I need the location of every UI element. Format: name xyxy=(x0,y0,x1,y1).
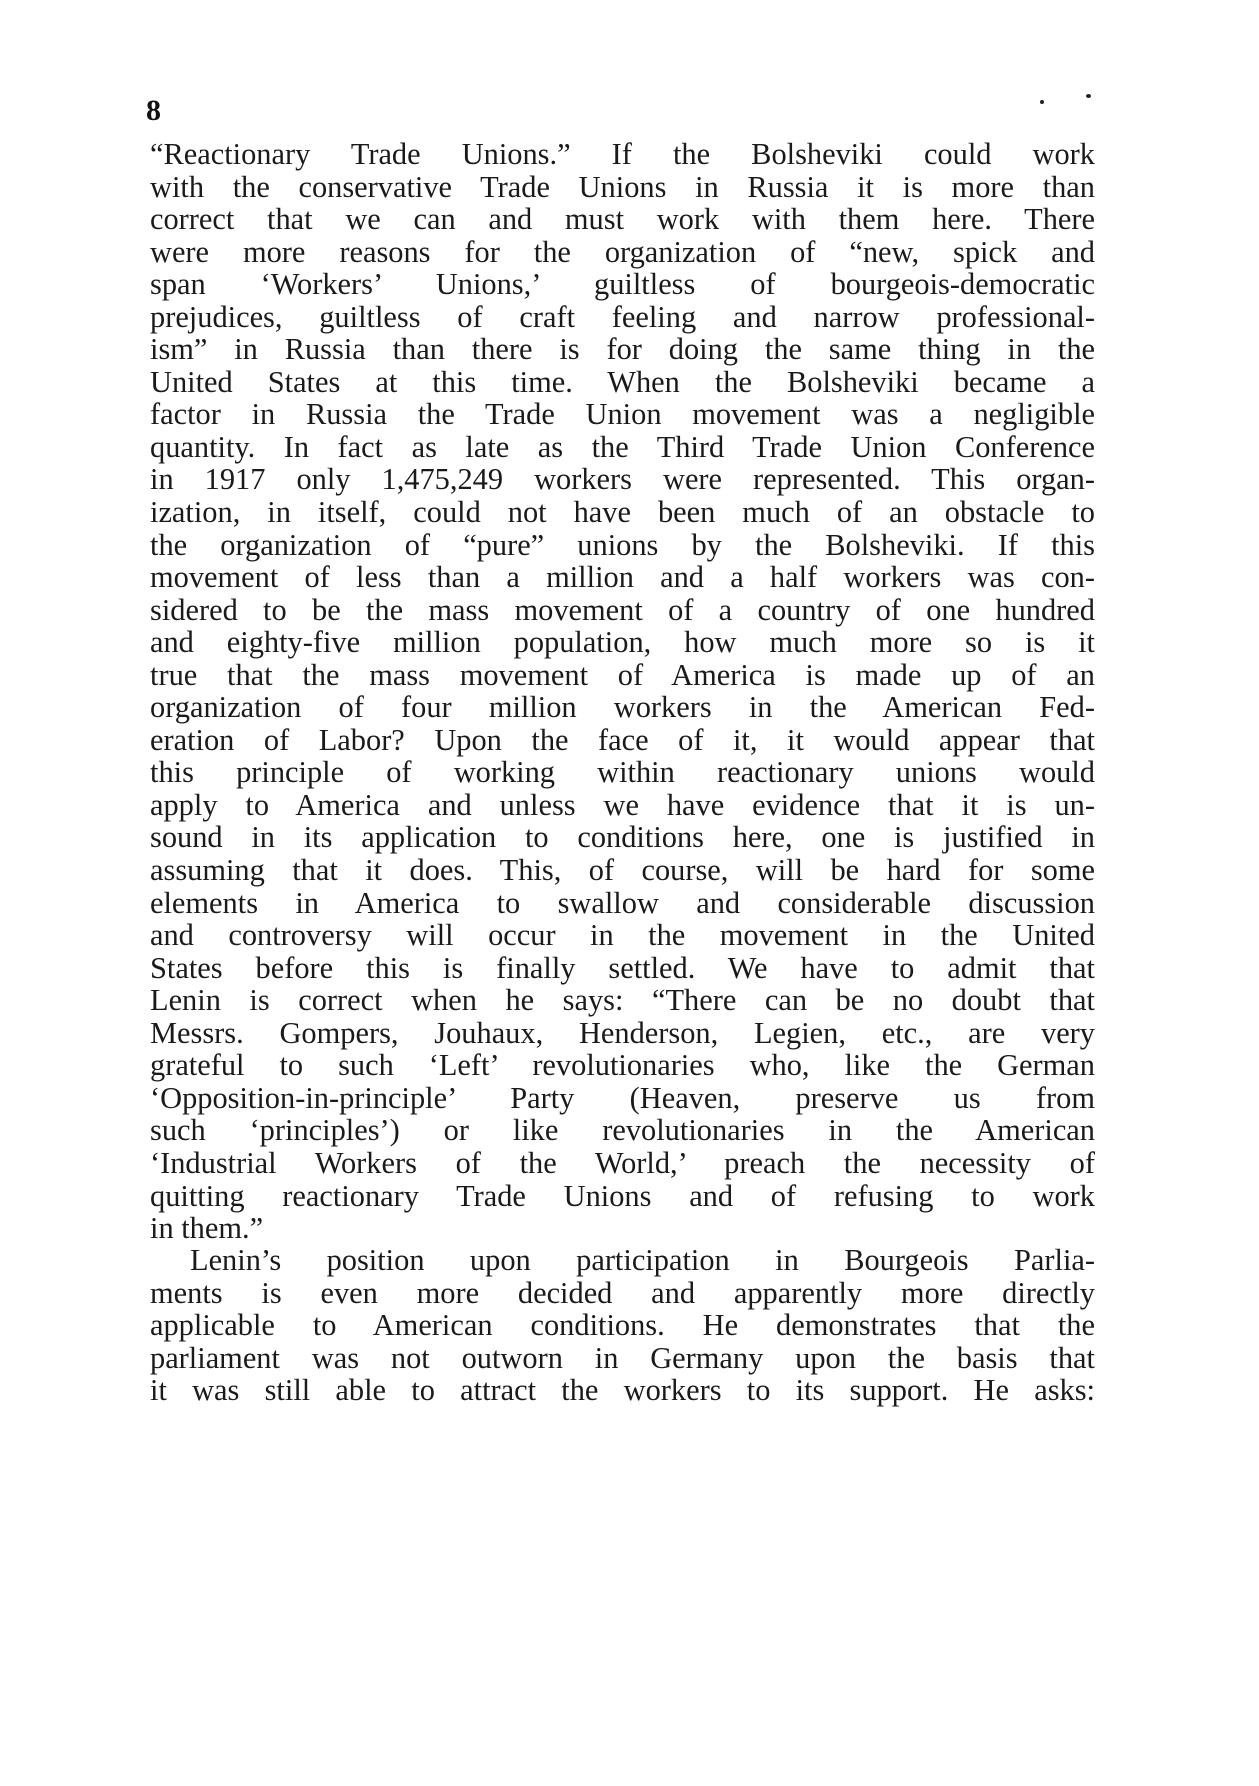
text-line: parliament was not outworn in Germany upon the basis that xyxy=(150,1340,1095,1375)
text-line: in 1917 only 1,475,249 workers were represented. This organ- xyxy=(150,462,1095,497)
text-line: quitting reactionary Trade Unions and of refusing to work xyxy=(150,1178,1095,1213)
paragraph-2 xyxy=(150,1244,1095,1407)
text-line: this principle of working within reactionary unions would xyxy=(150,755,1095,790)
text-line: factor in Russia the Trade Union movement was a negligible xyxy=(150,397,1095,432)
text-line: correct that we can and must work with them here. There xyxy=(150,202,1095,237)
text-line: and eighty-five million population, how much more so is it xyxy=(150,625,1095,660)
ink-speck xyxy=(1040,100,1044,104)
ink-speck xyxy=(1086,94,1091,98)
text-line: ‘Opposition-in-principle’ Party (Heaven, preserve us from xyxy=(150,1080,1095,1115)
text-line: sidered to be the mass movement of a country of one hundred xyxy=(150,592,1095,627)
text-line: Lenin is correct when he says: “There can be no doubt that xyxy=(150,983,1095,1018)
text-line: “Reactionary Trade Unions.” If the Bolsheviki could work xyxy=(150,137,1095,171)
text-line: true that the mass movement of America is made up of an xyxy=(150,657,1095,692)
text-line: were more reasons for the organization of “new, spick and xyxy=(150,234,1095,269)
text-line: ‘Industrial Workers of the World,’ preach the necessity of xyxy=(150,1145,1095,1180)
text-line: apply to America and unless we have evidence that it is un- xyxy=(150,787,1095,822)
text-line: with the conservative Trade Unions in Russia it is more than xyxy=(150,169,1095,204)
page-number: 8 xyxy=(146,94,161,127)
text-line: United States at this time. When the Bolsheviki became a xyxy=(150,364,1095,399)
text-line: assuming that it does. This, of course, will be hard for some xyxy=(150,853,1095,888)
text-line: grateful to such ‘Left’ revolutionaries who, like the German xyxy=(150,1048,1095,1083)
text-line: such ‘principles’) or like revolutionaries in the American xyxy=(150,1113,1095,1148)
text-line: ism” in Russia than there is for doing the same thing in the xyxy=(150,332,1095,367)
text-line: Lenin’s position upon participation in Bourgeois Parlia- xyxy=(190,1243,1095,1277)
text-line: movement of less than a million and a half workers was con- xyxy=(150,560,1095,595)
text-line: ization, in itself, could not have been much of an obstacle to xyxy=(150,495,1095,530)
text-line: applicable to American conditions. He demonstrates that the xyxy=(150,1308,1095,1343)
text-line: the organization of “pure” unions by the Bolsheviki. If this xyxy=(150,527,1095,562)
text-line: ments is even more decided and apparently more directly xyxy=(150,1275,1095,1310)
paragraph-1 xyxy=(150,138,1095,1245)
text-line: it was still able to attract the workers to its support. He asks: xyxy=(150,1373,1095,1408)
text-line: States before this is finally settled. We have to admit that xyxy=(150,950,1095,985)
text-line: quantity. In fact as late as the Third Trade Union Conference xyxy=(150,429,1095,464)
text-line: eration of Labor? Upon the face of it, it would appear that xyxy=(150,722,1095,757)
text-line: and controversy will occur in the movement in the United xyxy=(150,918,1095,953)
text-line: sound in its application to conditions here, one is justified in xyxy=(150,820,1095,855)
text-line: prejudices, guiltless of craft feeling and narrow professional- xyxy=(150,299,1095,334)
text-line: in them.” xyxy=(150,1211,264,1246)
text-line: organization of four million workers in the American Fed- xyxy=(150,690,1095,725)
text-line: span ‘Workers’ Unions,’ guiltless of bourgeois-democratic xyxy=(150,267,1095,302)
text-line: elements in America to swallow and considerable discussion xyxy=(150,885,1095,920)
text-line: Messrs. Gompers, Jouhaux, Henderson, Legien, etc., are very xyxy=(150,1015,1095,1050)
